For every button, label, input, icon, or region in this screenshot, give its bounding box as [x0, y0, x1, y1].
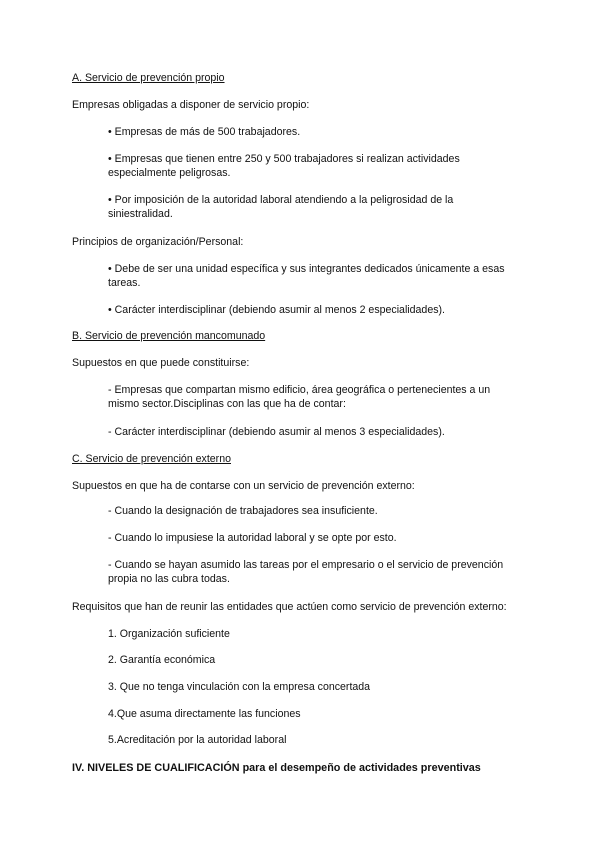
list-item: • Empresas de más de 500 trabajadores. — [108, 126, 301, 138]
requirement-item: 2. Garantía económica — [108, 654, 216, 666]
list-item: • Por imposición de la autoridad laboral atendiendo a la peligrosidad de la — [108, 194, 454, 206]
list-item: • Debe de ser una unidad específica y sus integrantes dedicados únicamente a esas — [108, 263, 505, 275]
section-c-intro: Supuestos en que ha de contarse con un servicio de prevención externo: — [72, 480, 415, 492]
list-item: - Cuando lo impusiese la autoridad laboral y se opte por esto. — [108, 532, 397, 544]
section-b-heading: B. Servicio de prevención mancomunado — [72, 330, 266, 342]
list-item-continuation: tareas. — [108, 277, 141, 289]
list-item-continuation: siniestralidad. — [108, 208, 173, 220]
requirements-label: Requisitos que han de reunir las entidades que actúen como servicio de prevención externo: — [72, 601, 507, 613]
list-item: - Cuando se hayan asumido las tareas por el empresario o el servicio de prevención — [108, 559, 504, 571]
requirement-item: 5.Acreditación por la autoridad laboral — [108, 734, 287, 746]
list-item: - Carácter interdisciplinar (debiendo asumir al menos 3 especialidades). — [108, 426, 445, 438]
requirement-item: 3. Que no tenga vinculación con la empresa concertada — [108, 681, 371, 693]
section-a-heading: A. Servicio de prevención propio — [72, 72, 225, 84]
principles-label: Principios de organización/Personal: — [72, 236, 244, 248]
list-item-continuation: propia no las cubra todas. — [108, 573, 230, 585]
section-iv-heading: IV. NIVELES DE CUALIFICACIÓN para el desempeño de actividades preventivas — [72, 762, 481, 774]
list-item: - Cuando la designación de trabajadores sea insuficiente. — [108, 505, 378, 517]
list-item: • Carácter interdisciplinar (debiendo asumir al menos 2 especialidades). — [108, 304, 445, 316]
section-c-heading: C. Servicio de prevención externo — [72, 453, 231, 465]
list-item-continuation: especialmente peligrosas. — [108, 167, 231, 179]
section-b-intro: Supuestos en que puede constituirse: — [72, 357, 250, 369]
requirement-item: 4.Que asuma directamente las funciones — [108, 708, 301, 720]
section-a-intro: Empresas obligadas a disponer de servicio propio: — [72, 99, 310, 111]
requirement-item: 1. Organización suficiente — [108, 628, 230, 640]
list-item: - Empresas que compartan mismo edificio, área geográfica o pertenecientes a un — [108, 384, 491, 396]
list-item-continuation: mismo sector.Disciplinas con las que ha de contar: — [108, 398, 346, 410]
list-item: • Empresas que tienen entre 250 y 500 trabajadores si realizan actividades — [108, 153, 460, 165]
